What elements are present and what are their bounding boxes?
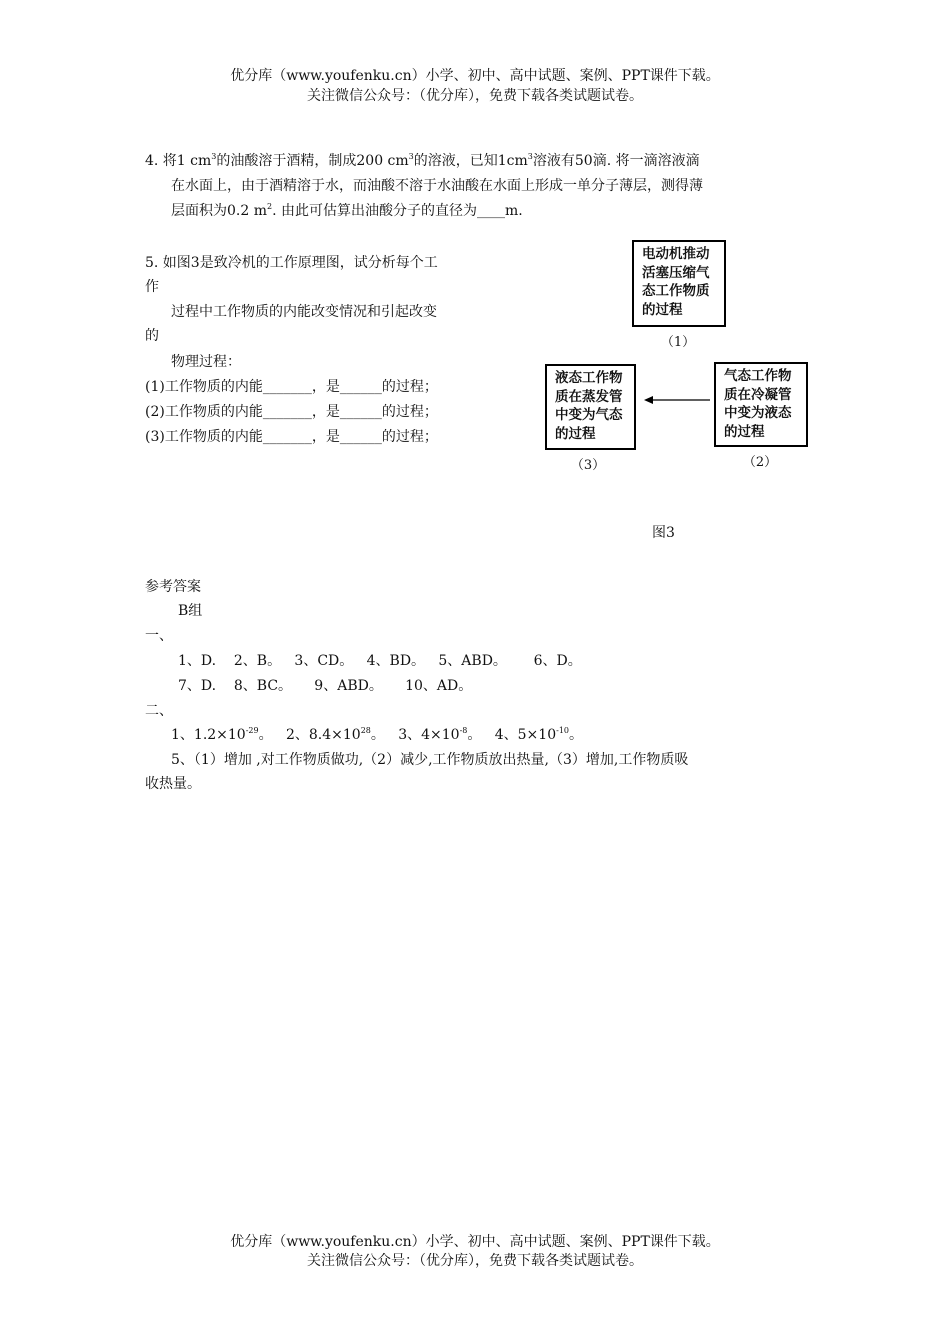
answers-section-1: 一、 — [145, 628, 173, 644]
q5-line5: 物理过程： — [171, 354, 241, 370]
q5-item-1: (1)工作物质的内能_______，是______的过程； — [145, 379, 438, 395]
q5-line1: 5. 如图3是致冷机的工作原理图，试分析每个工 — [145, 255, 438, 271]
q5-line2: 作 — [145, 279, 159, 295]
answers-row-5: 收热量。 — [145, 776, 201, 792]
diagram-label-1: （1） — [660, 335, 696, 350]
answers-title: 参考答案 — [145, 579, 201, 595]
q5-line4: 的 — [145, 328, 159, 344]
q5-item-2: (2)工作物质的内能_______，是______的过程； — [145, 404, 438, 420]
page-header-line1: 优分库（www.youfenku.cn）小学、初中、高中试题、案例、PPT课件下载。 — [230, 68, 720, 84]
diagram-caption: 图3 — [652, 525, 675, 541]
diagram-arrow — [640, 392, 712, 408]
diagram-label-2: （2） — [742, 455, 778, 470]
diagram-box-2: 气态工作物 质在冷凝管 中变为液态 的过程 — [714, 362, 808, 447]
answers-row-1: 1、D. 2、B。 3、CD。 4、BD。 5、ABD。 6、D。 — [178, 653, 582, 669]
answers-row-3: 1、$1.2\times 10^{-29}$。 2、$8.4\times 10^{28}$。 3、$4\times 10^{-8}$。 4、$5\times 10^{-10}$。 — [171, 726, 583, 743]
q4-line1: 4. 将1 $cm^3$的油酸溶于酒精，制成200 $cm^3$的溶液，已知$1cm^3$溶液有50滴. 将一滴溶液滴 — [145, 152, 700, 169]
q5-line3: 过程中工作物质的内能改变情况和引起改变 — [171, 304, 437, 320]
answers-section-2: 二、 — [145, 703, 173, 719]
page-footer-line1: 优分库（www.youfenku.cn）小学、初中、高中试题、案例、PPT课件下载。 — [230, 1234, 720, 1250]
q4-line3: 层面积为0.2 $m^2$. 由此可估算出油酸分子的直径为____m. — [171, 202, 523, 219]
diagram-box-3: 液态工作物 质在蒸发管 中变为气态 的过程 — [545, 364, 636, 450]
q5-item-3: (3)工作物质的内能_______，是______的过程； — [145, 429, 438, 445]
diagram-box-1: 电动机推动 活塞压缩气 态工作物质 的过程 — [632, 240, 726, 327]
page-footer-line2: 关注微信公众号：（优分库），免费下载各类试题试卷。 — [307, 1253, 643, 1269]
answers-row-4: 5、（1）增加 ,对工作物质做功,（2）减少,工作物质放出热量,（3）增加,工作物质吸 — [171, 752, 689, 768]
answers-row-2: 7、D. 8、BC。 9、ABD。 10、AD。 — [178, 678, 473, 694]
q4-line2: 在水面上，由于酒精溶于水，而油酸不溶于水油酸在水面上形成一单分子薄层，测得薄 — [171, 178, 703, 194]
diagram-label-3: （3） — [570, 458, 606, 473]
answers-group: B组 — [178, 603, 203, 619]
page-header-line2: 关注微信公众号：（优分库），免费下载各类试题试卷。 — [307, 88, 643, 104]
